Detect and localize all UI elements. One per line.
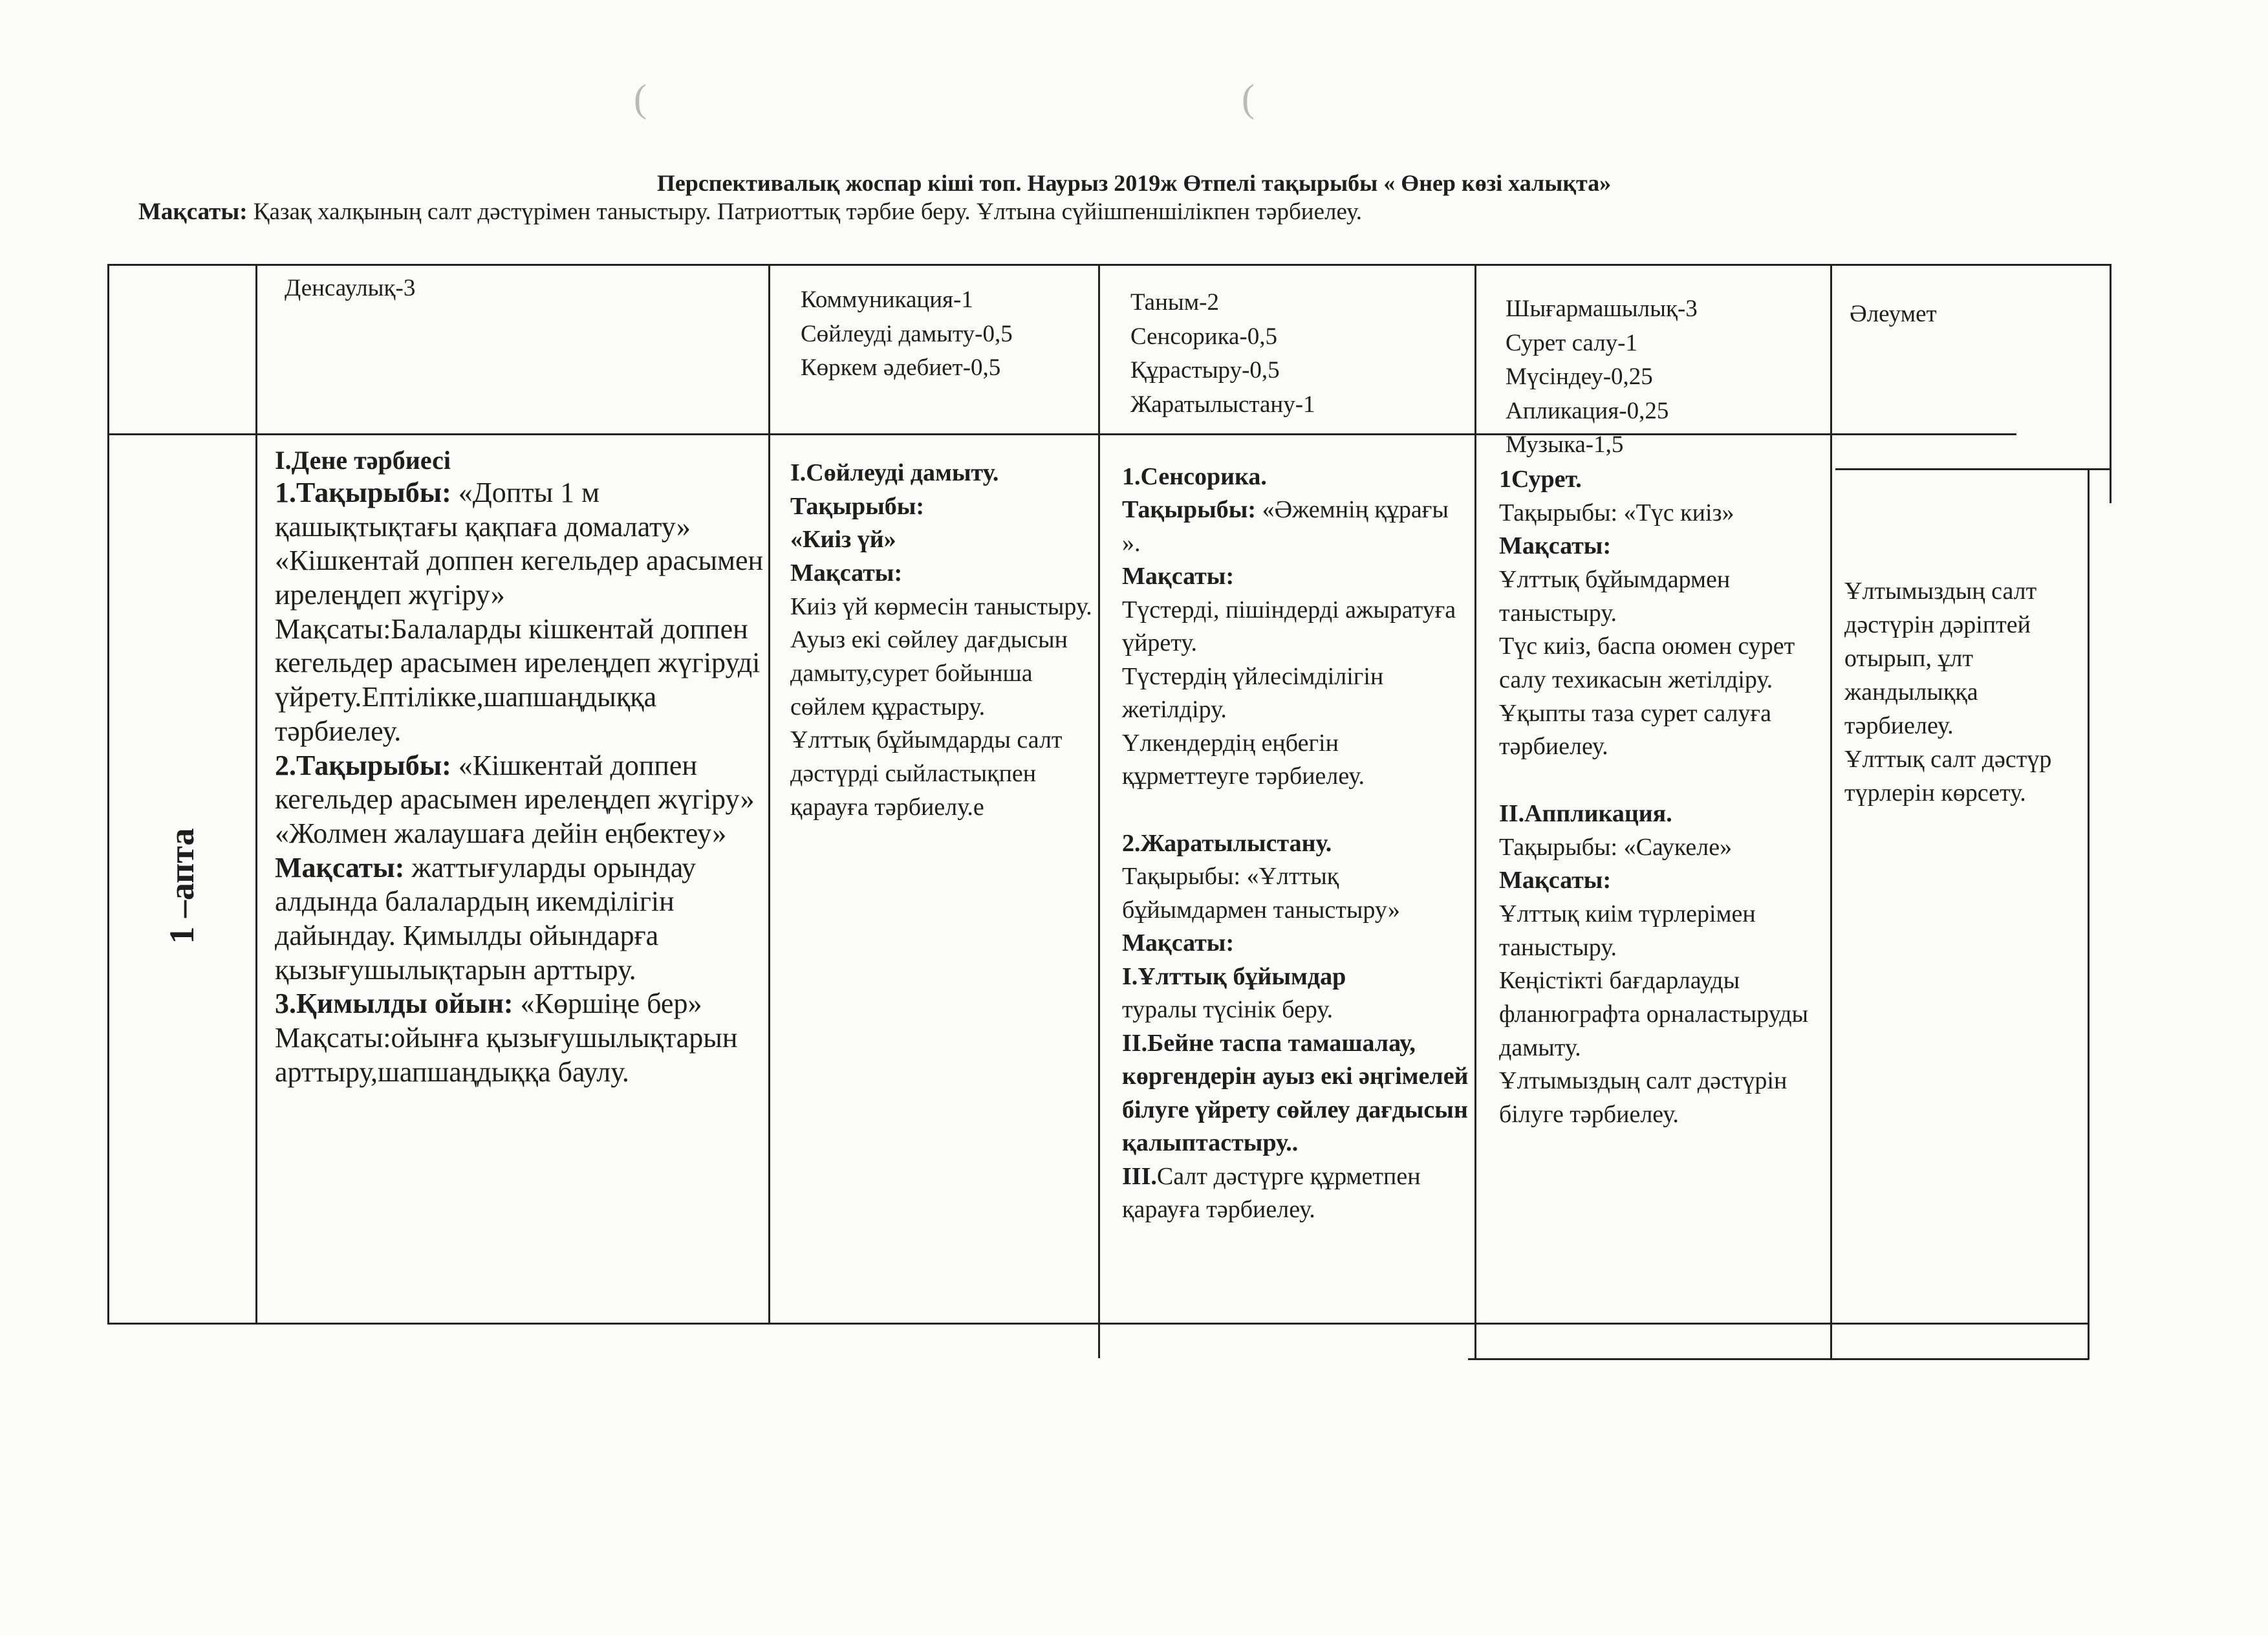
cog-s1: 1.Сенсорика. [1122,463,1267,490]
social-p2: Ұлттық салт дәстүр түрлерін көрсету. [1844,746,2052,807]
cre-s2-goal-3: Ұлтымыздың салт дәстүрін білуге тәрбиелеу. [1499,1067,1787,1129]
health-game-text: «Көршіңе бер» [513,988,702,1020]
week-label: 1 –апта [162,828,201,944]
header-line: Шығармашылық-3 [1506,296,1698,322]
health-topic-2-goal-text: жаттығуларды орындау алдында балалардың икемділігін дайындау. Қимылды ойындарға қызығушылықтарын арттыру. [275,851,697,986]
health-section: I.Дене тәрбиесі [275,446,451,475]
header-line: Әлеумет [1850,301,1937,327]
header-line: Апликация-0,25 [1506,397,1669,424]
grid-top [109,264,2111,266]
header-line: Коммуникация-1 [801,287,973,313]
cre-s2-topic: Тақырыбы: «Саукеле» [1499,833,1733,861]
health-topic-1 [275,476,765,612]
header-line: Жаратылыстану-1 [1130,391,1315,418]
grid-v1 [255,264,257,1325]
health-topic-1-text: «Допты 1 м қашықтықтағы қақпаға домалату» «Кішкентай доппен кегельдер арасымен ирелеңдеп жүгіру» [275,476,764,611]
health-topic-1-goal: Мақсаты:Балаларды кішкентай доппен кегельдер арасымен ирелеңдеп жүгіруді үйрету.Ептілікке,шапшаңдыққа тәрбиелеу. [275,612,761,747]
cog-gap [1122,794,1471,827]
cre-s2-goal-1: Ұлттық киім түрлерімен таныстыру. [1499,900,1756,961]
comm-goal-1: Киіз үй көрмесін таныстыру. [790,592,1092,620]
header-line: Денсаулық-3 [285,275,416,301]
cog-s2-goal-label: Мақсаты: [1122,929,1235,957]
grid-header-bottom-last [1835,468,2111,470]
cre-s2-goal-2: Кеңістікті бағдарлауды фланюграфта орналастыруды дамыту. [1499,967,1809,1061]
cre-s1-goal-label: Мақсаты: [1499,532,1612,560]
health-topic-1-label: 1.Тақырыбы: [275,476,451,508]
comm-goal-2: Ауыз екі сөйлеу дағдысын дамыту,сурет бойынша сөйлем құрастыру. [790,626,1068,720]
grid-v5 [1830,264,1832,1358]
cre-s1-goal-2: Түс киіз, баспа оюмен сурет салу техикасын жетілдіру. [1499,633,1795,694]
header-line: Құрастыру-0,5 [1130,357,1280,384]
health-game [275,987,765,1021]
header-health [285,272,763,306]
cog-s1-topic-text: «Әжемнің құрағы ». [1122,496,1449,557]
header-cognition [1130,286,1470,422]
header-line: Көркем әдебиет-0,5 [801,354,1001,382]
grid-v6b [2088,470,2090,1359]
cre-s1-goal-3: Ұқыпты таза сурет салуға тәрбиелеу. [1499,699,1772,761]
health-topic-2-goal [275,851,765,988]
health-game-goal: Мақсаты:ойынға қызығушылықтарын арттыру,шапшаңдыққа баулу. [275,1022,738,1088]
header-line: Сурет салу-1 [1506,329,1638,356]
cog-s2-goal-2: II.Бейне таспа тамашалау, көргендерін ауыз екі әңгімелей білуге үйрету сөйлеу дағдысын қалыптастыру.. [1122,1029,1469,1157]
cog-s2-goal-1: I.Ұлттық бұйымдар [1122,962,1346,990]
header-line: Сөйлеуді дамыту-0,5 [801,320,1013,347]
cog-s2-topic: Тақырыбы: «Ұлттық бұйымдармен таныстыру» [1122,863,1400,924]
comm-topic-label: Тақырыбы: [790,492,925,520]
health-topic-2 [275,749,765,851]
cog-s1-topic [1122,493,1471,560]
cog-s1-goal-3: Үлкендердің еңбегін құрметтеуге тәрбиелеу. [1122,729,1365,790]
cre-s2-goal-label: Мақсаты: [1499,867,1612,894]
cre-s1-goal-1: Ұлттық бұйымдармен таныстыру. [1499,566,1731,627]
header-line: Таным-2 [1130,289,1219,316]
cell-communication [790,457,1094,824]
cre-gap [1499,764,1826,797]
header-social [1850,298,2105,332]
grid-v0 [107,264,109,1325]
goal-label: Мақсаты: [138,199,248,225]
grid-v3 [1098,264,1100,1358]
health-topic-2-label: 2.Тақырыбы: [275,749,451,781]
cell-social [1844,574,2085,810]
cog-s2-goal-3-text: Салт дәстүрге құрметпен қарауға тәрбиелеу. [1122,1162,1421,1224]
cog-s2-goal-3 [1122,1160,1471,1227]
cog-s2-goal-3-label: III. [1122,1162,1157,1190]
header-creativity [1506,292,1826,462]
goal-text: Қазақ халқының салт дәстүрімен таныстыру. Патриоттық тәрбие беру. Ұлтына сүйішпеншілікпен тәрбиелеу. [247,199,1363,225]
cog-s2-goal-1b: туралы түсінік беру. [1122,996,1334,1024]
cre-s1-topic: Тақырыбы: «Түс киіз» [1499,499,1734,526]
grid-v6 [2110,264,2111,503]
header-communication [801,283,1095,385]
comm-topic-value: «Киіз үй» [790,526,896,554]
health-game-label: 3.Қимылды ойын: [275,988,513,1020]
page-goal [138,198,1362,226]
cog-s2: 2.Жаратылыстану. [1122,829,1332,857]
scan-mark-left: ( [634,77,647,120]
scan-mark-right: ( [1242,77,1255,120]
header-line: Музыка-1,5 [1506,431,1624,459]
cre-s2: II.Аппликация. [1499,800,1672,828]
social-p1: Ұлтымыздың салт дәстүрін дәріптей отырып, ұлт жандылыққа тәрбиелеу. [1844,578,2037,740]
grid-v4 [1474,264,1476,1358]
cog-s1-goal-2: Түстердің үйлесімділігін жетілдіру. [1122,662,1384,724]
cell-health [275,445,765,1090]
comm-goal-3: Ұлттық бұйымдарды салт дәстүрді сыйластықпен қарауға тәрбиелу.е [790,726,1063,821]
cog-s1-goal-1: Түстерді, пішіндерді ажыратуға үйрету. [1122,596,1456,657]
grid-v2 [768,264,770,1325]
cog-s1-goal-label: Мақсаты: [1122,563,1235,590]
cre-s1: 1Сурет. [1499,466,1582,493]
comm-section: I.Сөйлеуді дамыту. [790,459,999,486]
page-title: Перспективалық жоспар кіші топ. Наурыз 2019ж Өтпелі тақырыбы « Өнер көзі халықта» [656,170,1612,196]
health-topic-2-goal-label: Мақсаты: [275,851,405,883]
cell-cognition [1122,460,1471,1227]
grid-bottom-last [1468,1358,2089,1360]
comm-goal-label: Мақсаты: [790,559,903,587]
cell-creativity [1499,463,1826,1132]
header-line: Сенсорика-0,5 [1130,323,1277,350]
header-line: Мүсіндеу-0,25 [1506,363,1653,391]
health-topic-2-text: «Кішкентай доппен кегельдер арасымен ирелеңдеп жүгіру» «Жолмен жалаушаға дейін еңбектеу» [275,749,755,849]
cog-s1-topic-label: Тақырыбы: [1122,496,1257,524]
